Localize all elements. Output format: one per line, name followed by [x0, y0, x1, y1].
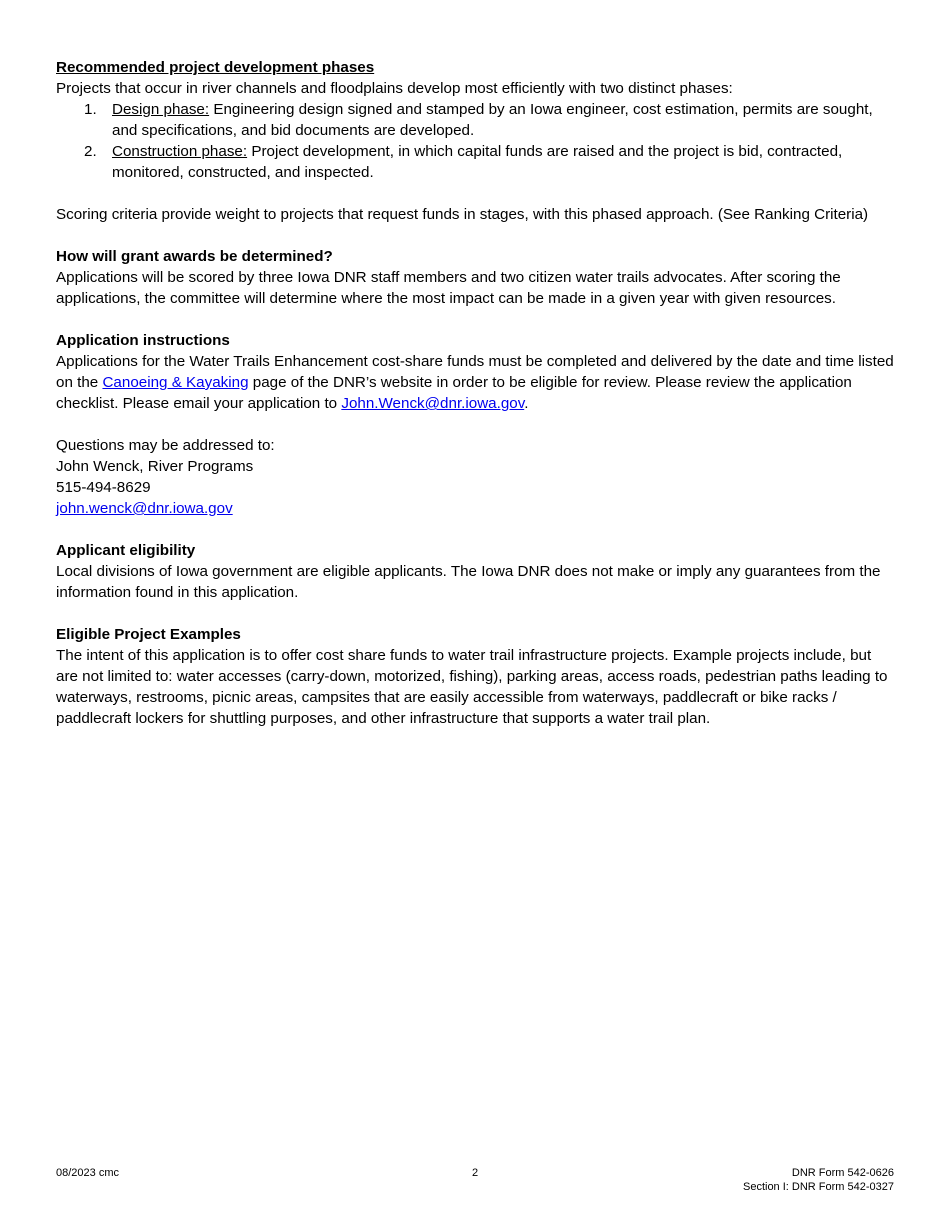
footer-date: 08/2023 cmc: [56, 1167, 119, 1179]
phase-item-design: [56, 99, 896, 141]
contact-section: [56, 435, 896, 519]
phase-item-construction: [56, 141, 896, 183]
phase-text: Project development, in which capital funds are raised and the project is bid, contracted, monitored, constructed, and inspected.: [112, 143, 843, 181]
contact-intro: Questions may be addressed to:: [56, 437, 275, 454]
footer-form-info: [743, 1166, 894, 1194]
phase-text: Engineering design signed and stamped by an Iowa engineer, cost estimation, permits are sought, and specifications, and bid documents are developed.: [112, 101, 873, 139]
eligibility-section: [56, 540, 896, 603]
awards-section: [56, 246, 896, 309]
list-number: 1.: [84, 101, 97, 118]
contact-phone: 515-494-8629: [56, 479, 151, 496]
contact-email-link[interactable]: john.wenck@dnr.iowa.gov: [56, 500, 233, 517]
section-form-number: Section I: DNR Form 542-0327: [742, 1181, 894, 1193]
awards-text: Applications will be scored by three Iowa DNR staff members and two citizen water trails advocates. After scoring the applications, the committee will determine where the most impact can be made in a given year with given resources.: [56, 269, 841, 307]
instructions-text-after: .: [524, 395, 529, 412]
instructions-text: [56, 351, 896, 414]
phases-list: [56, 99, 896, 183]
contact-name: John Wenck, River Programs: [56, 458, 254, 475]
document-body: [56, 57, 896, 729]
page-number: 2: [471, 1167, 479, 1179]
form-number: DNR Form 542-0626: [791, 1167, 894, 1179]
list-number: 2.: [84, 143, 97, 160]
phase-label: Design phase:: [112, 101, 210, 118]
examples-section: [56, 624, 896, 729]
scoring-note: Scoring criteria provide weight to projects that request funds in stages, with this phased approach. (See Ranking Criteria): [56, 206, 869, 223]
examples-heading: Eligible Project Examples: [56, 626, 241, 643]
phases-intro: Projects that occur in river channels and floodplains develop most efficiently with two distinct phases:: [56, 80, 733, 97]
awards-heading: How will grant awards be determined?: [56, 248, 333, 265]
phases-heading: Recommended project development phases: [56, 59, 375, 76]
phases-section: [56, 57, 896, 225]
instructions-heading: Application instructions: [56, 332, 230, 349]
canoeing-kayaking-link[interactable]: Canoeing & Kayaking: [102, 374, 249, 391]
eligibility-heading: Applicant eligibility: [56, 542, 196, 559]
eligibility-text: Local divisions of Iowa government are eligible applicants. The Iowa DNR does not make or imply any guarantees from the information found in this application.: [56, 563, 881, 601]
instructions-section: [56, 330, 896, 414]
application-email-link[interactable]: John.Wenck@dnr.iowa.gov: [341, 395, 525, 412]
examples-text: The intent of this application is to offer cost share funds to water trail infrastructure projects. Example projects include, but are not limited to: water accesses (carry-down, motorized, fishing), parking areas, access roads, pedestrian paths leading to waterways, restrooms, picnic areas, campsites that are easily accessible from waterways, paddlecraft or bike racks / paddlecraft lockers for shuttling purposes, and other infrastructure that supports a water trail plan.: [56, 647, 888, 727]
phase-label: Construction phase:: [112, 143, 248, 160]
instructions-text-middle: page of the DNR’s website in order to be eligible for review. Please review the application checklist. Please email your application to: [56, 374, 852, 412]
instructions-text-before: Applications for the Water Trails Enhancement cost-share funds must be completed and delivered by the date and time listed on the: [56, 353, 894, 391]
